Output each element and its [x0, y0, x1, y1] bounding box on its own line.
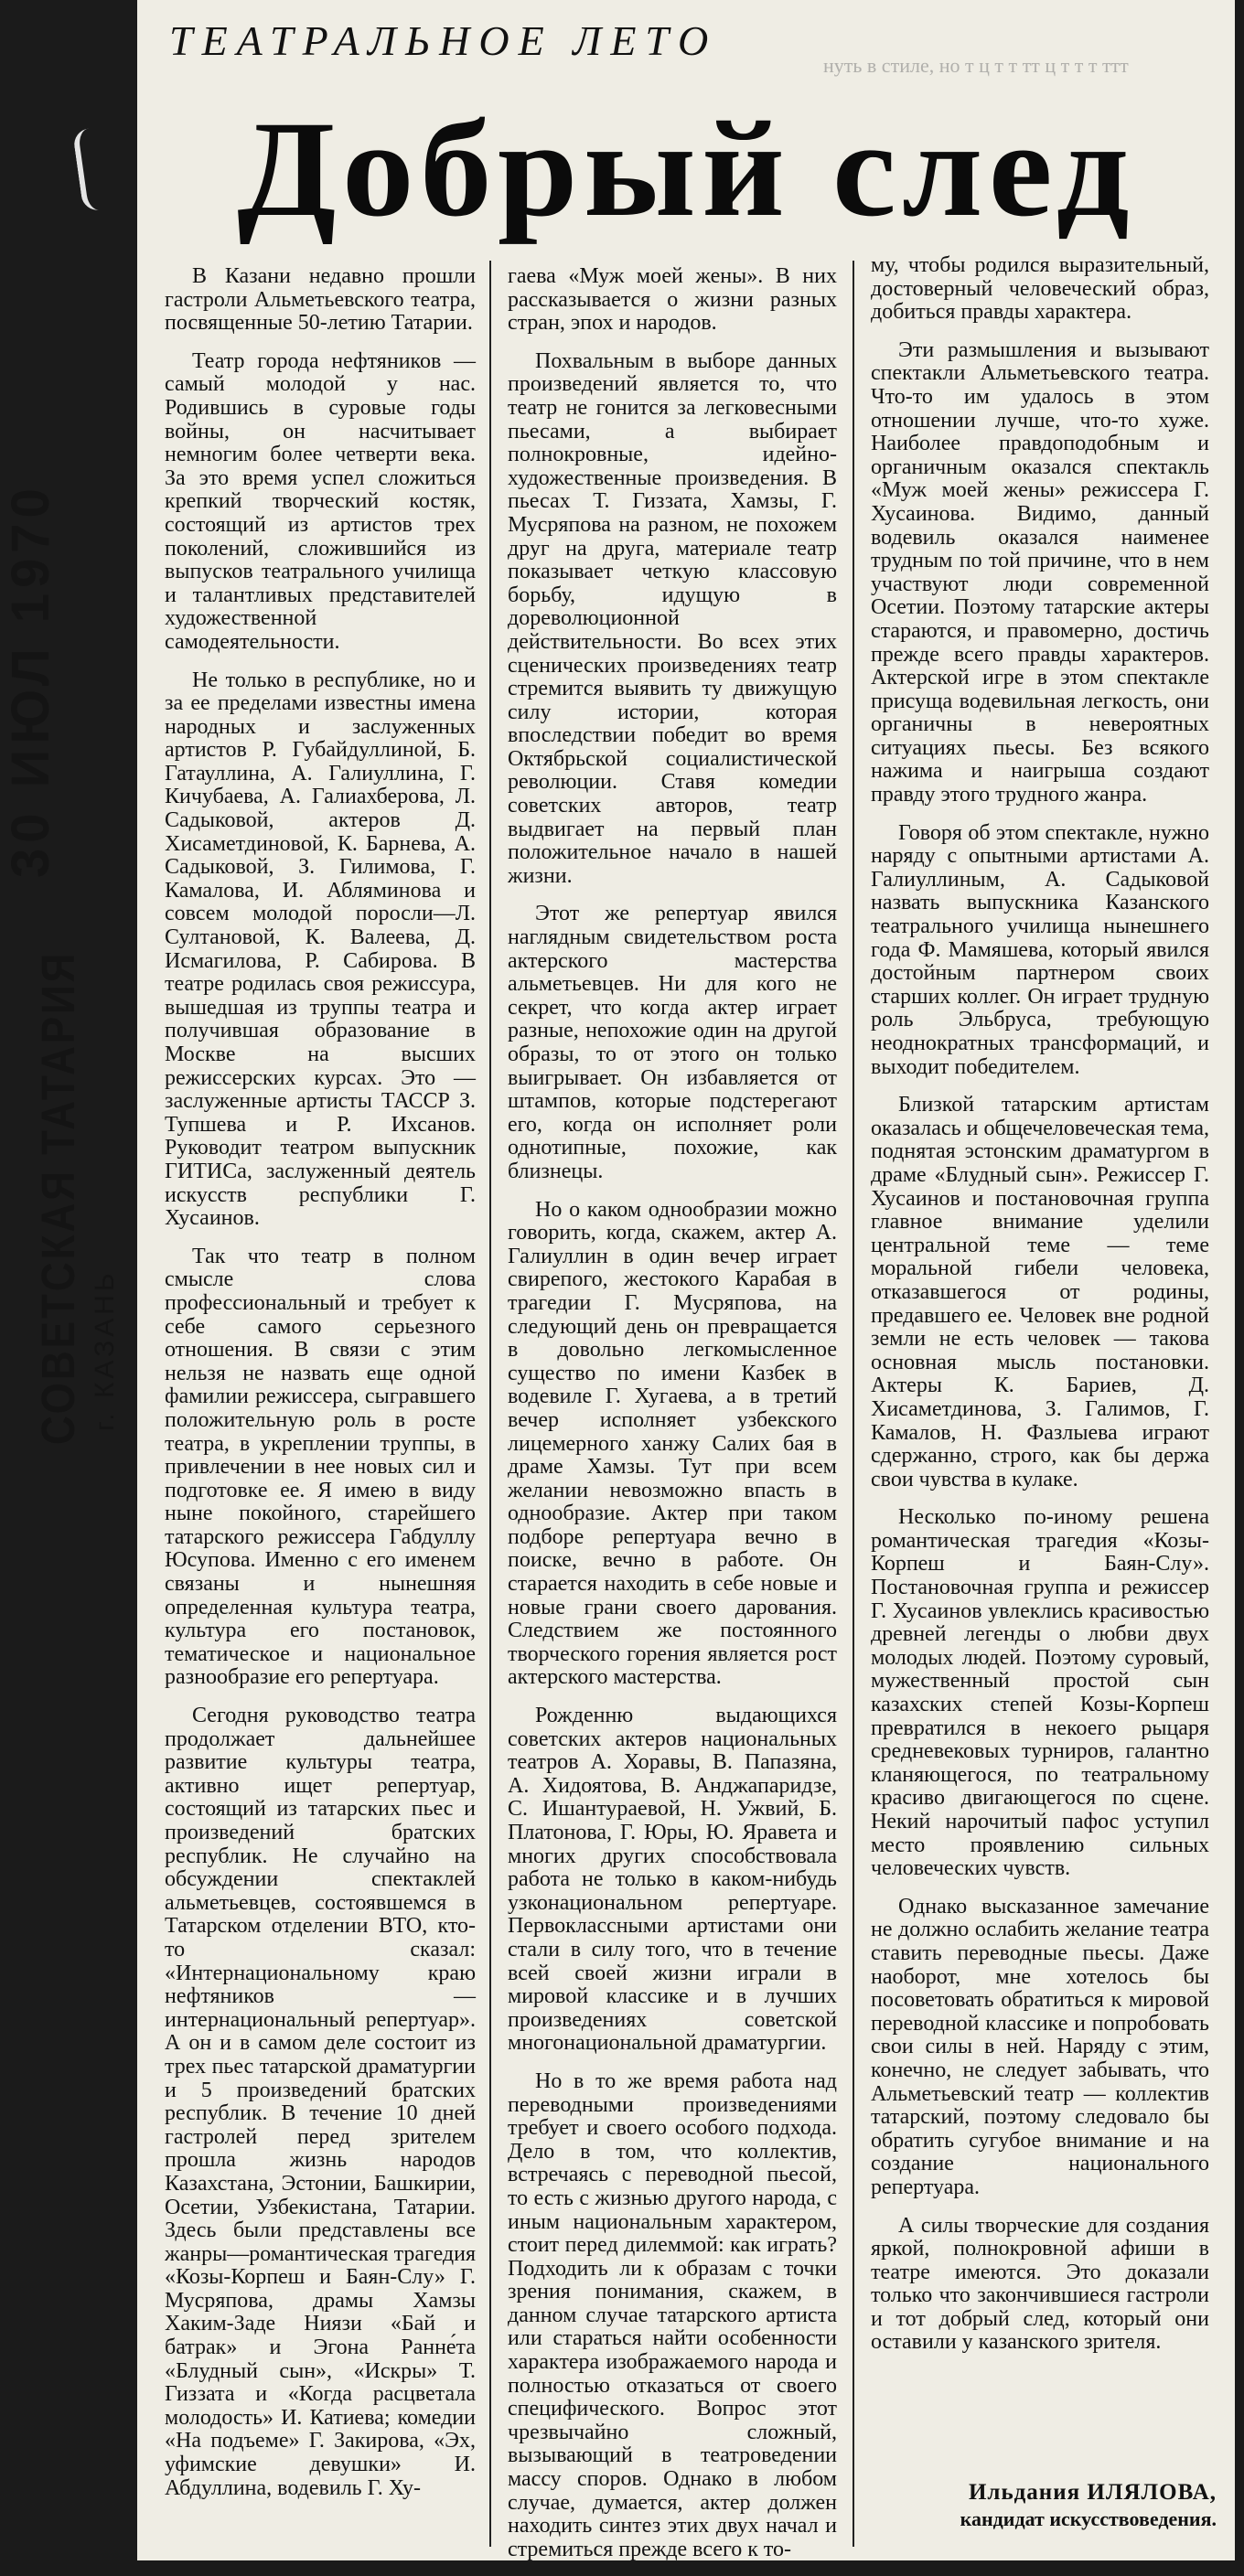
column-rule [489, 261, 491, 2547]
paragraph: Эти размышления и вызывают спектакли Альметьевского театра. Что-то им удалось в этом отношении лучше, что-то хуже. Наиболее правдоподобным и органичным оказался спектакль «Муж моей жены» режиссера Г. Хусаинова. Видимо, данный водевиль оказался наименее трудным по той причине, что в нем участвуют люди современной Осетии. Поэтому татарские актеры стараются, и правомерно, достичь прежде всего правды характеров. Актерской игре в этом спектакле присуща водевильная легкость, они органичны в невероятных ситуациях пьесы. Без всякого нажима и наигрыша создают правду этого трудного жанра. [871, 337, 1209, 807]
paragraph: гаева «Муж моей жены». В них рассказывается о жизни разных стран, эпох и народов. [508, 264, 837, 336]
paragraph: Но о каком однообразии можно говорить, когда, скажем, актер А. Галиуллин в один вечер играет свирепого, жестокого Карабая в трагедии Г. Мусряпова, на следующий день он превращается в довольно легкомысленное существо по имени Казбек в водевиле Г. Хугаева, а в третий вечер исполняет узбекского лицемерного ханжу Салих бая в драме Хамзы. Тут при всем желании невозможно впасть в однообразие. Актер при таком подборе репертуара вечно в поиске, вечно в работе. Он старается находить в себе новые и новые грани своего дарования. Следствием же постоянного творческого горения является рост актерского мастерства. [508, 1197, 837, 1690]
paragraph: Однако высказанное замечание не должно ослабить желание театра ставить переводные пьесы. Даже наоборот, мне хотелось бы посоветовать обратиться к мировой переводной классике и попробовать свои силы в ней. Наряду с этим, конечно, не следует забывать, что Альметьевский театр — коллектив татарский, поэтому следовало бы обратить сугубое внимание и на создание национального репертуара. [871, 1894, 1209, 2199]
archive-stamp [1, 347, 120, 1445]
paragraph: Рожденню выдающихся советских актеров национальных театров А. Хоравы, В. Папазяна, А. Хидоятова, В. Анджапаридзе, С. Ишантураевой, Н. Ужвий, Б. Платонова, Г. Юры, Ю. Яравета и многих других способствовала работа не только в каком-нибудь узконациональном репертуаре. Первоклассными артистами они стали в силу того, что в течение всей своей жизни играли в мировой классике и в лучших произведениях советской многонациональной драматургии. [508, 1704, 837, 2056]
article-column-3 [871, 254, 1209, 2369]
stamp-date: 30 ИЮЛ 1970 [1, 483, 60, 878]
paragraph: Не только в республике, но и за ее пределами известны имена народных и заслуженных артистов Р. Губайдуллиной, Б. Гатауллина, А. Галиуллина, Г. Кичубаева, А. Галиахберова, Л. Садыковой, актеров Д. Хисаметдиновой, К. Барнева, А. Садыковой, З. Гилимова, Г. Камалова, И. Абляминова и совсем молодой поросли—Л. Султановой, К. Валеева, Д. Исмагилова, Р. Сабирова. В театре родилась своя режиссура, вышедшая из труппы театра и получившая образование в Москве на высших режиссерских курсах. Это — заслуженные артисты ТАССР З. Тупшева и Р. Ихсанов. Руководит театром выпускник ГИТИСа, заслуженный деятель искусств республики Г. Хусаинов. [165, 668, 476, 1231]
paragraph: Близкой татарским артистам оказалась и общечеловеческая тема, поднятая эстонским драматургом в драме «Блудный сын». Режиссер Г. Хусаинов и постановочная группа главное внимание уделили центральной теме — теме моральной гибели человека, отказавшегося от родины, предавшего ее. Человек вне родной земли не есть человек — такова основная мысль постановки. Актеры К. Бариев, Д. Хисаметдинова, З. Галимов, Г. Камалов, Н. Фазлыева играют сдержанно, строго, как бы держа свои чувства в кулаке. [871, 1093, 1209, 1491]
paragraph: му, чтобы родился выразительный, достоверный человеческий образ, добиться правды характера. [871, 253, 1209, 325]
author-signature [951, 2480, 1217, 2531]
paragraph: Так что театр в полном смысле слова профессиональный и требует к себе самого серьезного отношения. В связи с этим нельзя не назвать еще одной фамилии режиссера, сыгравшего положительную роль в росте театра, в укреплении труппы, в привлечении в нее новых сил и подготовке ее. Я имею в виду ныне покойного, старейшего татарского режиссера Габдуллу Юсупова. Именно с его именем связаны и нынешняя определенная культура театра, культура его постановок, тематическое и национальное разнообразие его репертуара. [165, 1244, 476, 1690]
paragraph: Этот же репертуар явился наглядным свидетельством роста актерского мастерства альметьевцев. Ни для кого не секрет, что когда актер играет разные, непохожие один на другой образы, то от этого он только выигрывает. Он избавляется от штампов, которые подстерегают его, когда он исполняет роли однотипные, похожие, как близнецы. [508, 902, 837, 1183]
paragraph: А силы творческие для создания яркой, полнокровной афиши в театре имеются. Это доказали только что закончившиеся гастроли и тот добрый след, который они оставили у казанского зрителя. [871, 2213, 1209, 2355]
rubric-label: ТЕАТРАЛЬНОЕ ЛЕТО [169, 17, 718, 64]
paragraph: Сегодня руководство театра продолжает дальнейшее развитие культуры театра, активно ищет репертуар, состоящий из татарских пьес и произведений братских республик. Не случайно на обсуждении спектаклей альметьевцев, состоявшемся в Татарском отделении ВТО, кто-то сказал: «Интернациональному краю нефтяников — интернациональный репертуар». А он и в самом деле состоит из трех пьес татарской драматургии и 5 произведений братских республик. В течение 10 дней гастролей перед зрителем прошла жизнь народов Казахстана, Эстонии, Башкирии, Осетии, Узбекистана, Татарии. Здесь были представлены все жанры—романтическая трагедия «Козы-Корпеш и Баян-Слу» Г. Мусряпова, драмы Хамзы Хаким-Заде Ниязи «Бай и батрак» и Эгона Ранне́та «Блудный сын», «Искры» Т. Гиззата и «Когда расцветала молодость» И. Катиева; комедии «На подъеме» Г. Закирова, «Эх, уфимские девушки» И. Абдуллина, водевиль Г. Ху- [165, 1704, 476, 2500]
headline: Добрый след [237, 93, 1135, 245]
stamp-newspaper: СОВЕТСКАЯ ТАТАРИЯ [33, 950, 85, 1445]
stamp-city: г. КАЗАНЬ [90, 1269, 120, 1431]
paragraph: В Казани недавно прошли гастроли Альметьевского театра, посвященные 50-летию Татарии. [165, 264, 476, 336]
column-rule [853, 261, 854, 2547]
paragraph: Но в то же время работа над переводными произведениями требует и своего особого подхода. Дело в том, что коллектив, встречаясь с переводной пьесой, то есть с жизнью другого народа, с иным национальным характером, стоит перед дилеммой: как играть? Подходить ли к образам с точки зрения понимания, скажем, в данном случае татарского артиста или стараться найти особенности характера изображаемого народа и полностью отказаться от своего специфического. Вопрос этот чрезвычайно сложный, вызывающий в театроведении массу споров. Однако в любом случае, думается, актер должен находить синтез этих двух начал и стремиться прежде всего к то- [508, 2068, 837, 2561]
paragraph: Несколько по-иному решена романтическая трагедия «Козы-Корпеш и Баян-Слу». Постановочная группа и режиссер Г. Хусаинов увлеклись красивостью древней легенды о любви двух молодых людей. Поэтому суровый, мужественный простой сын казахских степей Козы-Корпеш превратился в некоего рыцаря средневековых турниров, галантно кланяющегося, по театральному красиво двигающегося по сцене. Некий нарочитый пафос уступил место проявлению сильных человеческих чувств. [871, 1505, 1209, 1881]
article-column-1 [165, 265, 476, 2515]
author-name: Ильдания ИЛЯЛОВА, [968, 2480, 1217, 2505]
bleed-through-text: нуть в стиле, но т ц т т тт ц т т т ттт [823, 55, 1129, 77]
author-title: кандидат искусствоведения. [960, 2507, 1217, 2530]
paragraph: Похвальным в выборе данных произведений является то, что театр не гонится за легковесными пьесами, а выбирает полнокровные, идейно-художественные произведения. В пьесах Т. Гиззата, Хамзы, Г. Мусряпова на разном, не похожем друг на друга, материале театр показывает четкую классовую борьбу, идущую в дореволюционной действительности. Во всех этих сценических произведениях театр стремится выявить ту движущую силу истории, которая впоследствии победит во время Октябрьской социалистической революции. Ставя комедии советских авторов, театр выдвигает на первый план положительное начало в нашей жизни. [508, 348, 837, 888]
paragraph: Театр города нефтяников — самый молодой у нас. Родившись в суровые годы войны, он насчитывает немногим более четверти века. За это время успел сложиться крепкий творческий костяк, состоящий из артистов трех поколений, сложившийся из выпусков театрального училища и талантливых представителей художественной самодеятельности. [165, 348, 476, 654]
paragraph: Говоря об этом спектакле, нужно наряду с опытными артистами А. Галиуллиным, А. Садыковой назвать выпускника Казанского театрального училища нынешнего года Ф. Мамяшева, который явился достойным партнером своих старших коллег. Он играет трудную роль Эльбруса, требующую неоднократных трансформаций, и выходит победителем. [871, 820, 1209, 1079]
article-column-2 [508, 265, 837, 2576]
